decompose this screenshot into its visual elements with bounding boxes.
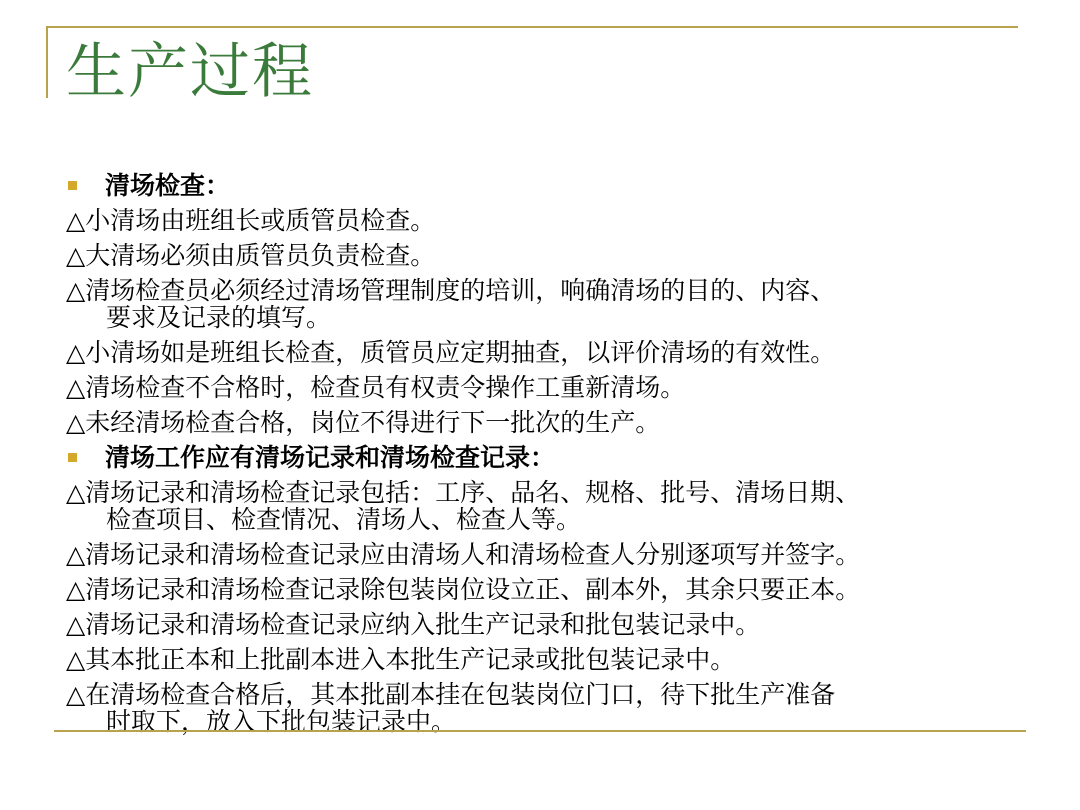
list-item-line: △在清场检查合格后，其本批副本挂在包装岗位门口，待下批生产准备 (66, 680, 836, 709)
list-item: △其本批正本和上批副本进入本批生产记录或批包装记录中。 (66, 645, 736, 674)
list-item: △大清场必须由质管员负责检查。 (66, 241, 436, 270)
list-item: △未经清场检查合格，岗位不得进行下一批次的生产。 (66, 408, 661, 437)
slide-title: 生产过程 (66, 37, 314, 107)
square-bullet-icon (68, 181, 77, 190)
section-heading-text: 清场检查： (105, 171, 231, 200)
list-item (66, 479, 1026, 533)
section-heading (66, 168, 1026, 203)
list-item-continuation: 时取下，放入下批包装记录中。 (106, 707, 457, 736)
list-item: △清场记录和清场检查记录应由清场人和清场检查人分别逐项写并签字。 (66, 540, 861, 569)
list-item-line: △清场检查员必须经过清场管理制度的培训，响确清场的目的、内容、 (66, 276, 836, 305)
left-rule (46, 26, 48, 98)
bottom-rule (54, 730, 1026, 732)
list-item: △清场检查不合格时，检查员有权责令操作工重新清场。 (66, 373, 686, 402)
square-bullet-icon (68, 453, 77, 462)
slide-content (66, 168, 1026, 739)
section-heading (66, 440, 1026, 475)
list-item (66, 277, 1026, 331)
top-rule (46, 26, 1018, 28)
list-item: △小清场由班组长或质管员检查。 (66, 206, 436, 235)
section-heading-text: 清场工作应有清场记录和清场检查记录： (105, 443, 556, 472)
list-item: △清场记录和清场检查记录应纳入批生产记录和批包装记录中。 (66, 610, 761, 639)
list-item (66, 681, 1026, 735)
list-item-continuation: 检查项目、检查情况、清场人、检查人等。 (106, 505, 582, 534)
list-item-continuation: 要求及记录的填写。 (106, 303, 332, 332)
list-item: △清场记录和清场检查记录除包装岗位设立正、副本外，其余只要正本。 (66, 575, 861, 604)
list-item: △小清场如是班组长检查，质管员应定期抽查，以评价清场的有效性。 (66, 338, 836, 367)
list-item-line: △清场记录和清场检查记录包括：工序、品名、规格、批号、清场日期、 (66, 478, 861, 507)
